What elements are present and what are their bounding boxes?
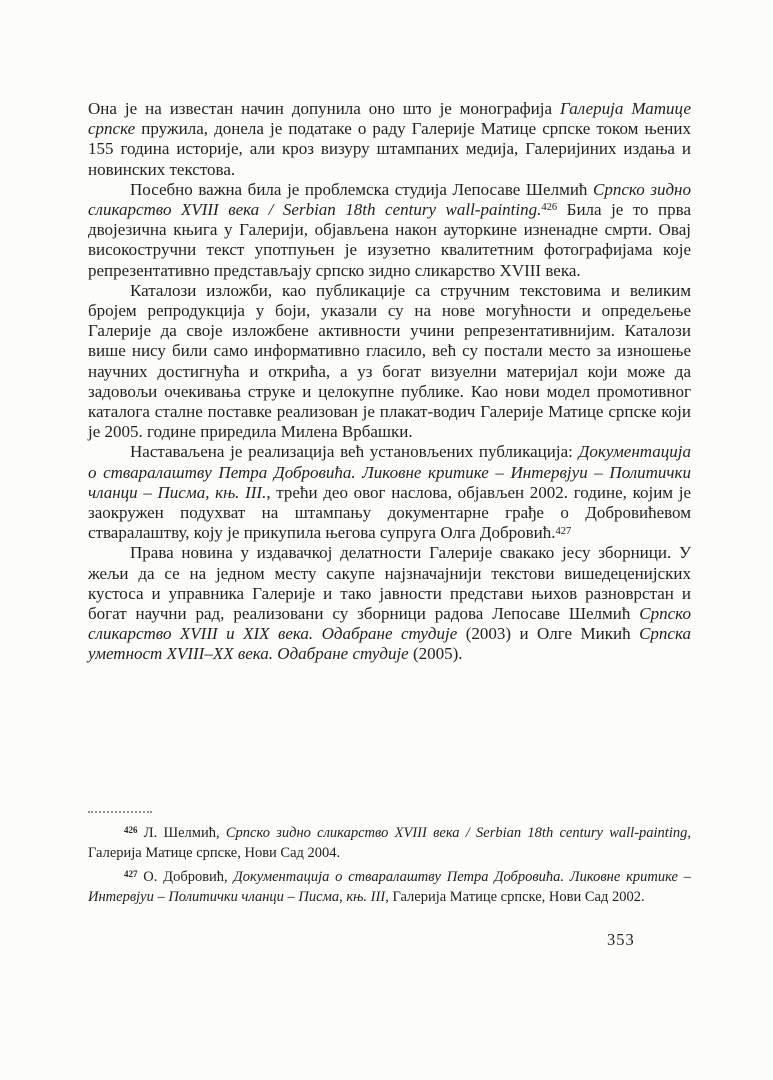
text-run: (2003) и Олге Микић: [457, 624, 640, 644]
text-run: Каталози изложби, као публикације са стручним текстовима и великим бројем репродукција у боји, указали су на нове могућности и опредељење Галерије да своје изложбене активности учини репрезентативнијим. Каталози више нису били само информативно гласило, већ су постали место за изношење научних достигнућа и открића, а уз богат визуелни материјал који може да задовољи очекивања струке и целокупне публике. Као нови модел промотивног каталога сталне поставке реализован је плакат-водич Галерије Матице српске који је 2005. године приредила Милена Врбашки.: [88, 280, 691, 442]
footnote: [88, 823, 691, 863]
italic-title: Документација о стваралаштву Петра Добровића. Ликовне критике – Интервјуи – Политички чланци – Писма, књ. III.: [88, 442, 691, 502]
italic-title: Српска уметност XVIII–XX века. Одабране студије: [88, 624, 691, 664]
footnotes: [88, 823, 691, 907]
text-run: пружила, донела је податаке о раду Галерије Матице српске током њених 155 година историје, али кроз визуру штампаних медија, Галеријиних издања и новинских текстова.: [88, 119, 691, 179]
page-number: 353: [607, 930, 635, 949]
footnote: [88, 867, 691, 907]
text-run: Она је на известан начин допунила оно што је монографија: [88, 99, 561, 118]
footnote-number: 426: [124, 824, 138, 835]
paragraph: [88, 281, 691, 443]
text-run: Л. Шелмић,: [137, 825, 226, 841]
text-run: О. Добровић,: [137, 869, 234, 885]
italic-title: Галерија Матице српске: [88, 99, 691, 139]
paragraph: [88, 442, 691, 543]
italic-title: Српско зидно сликарство XVIII века / Serbian 18th century wall-painting: [225, 825, 688, 841]
footnote-number: 427: [124, 868, 138, 879]
text-run: , Галерија Матице српске, Нови Сад 2004.: [88, 825, 691, 861]
footnote-area: [88, 811, 691, 911]
text-run: , Галерија Матице српске, Нови Сад 2002.: [385, 889, 645, 905]
text-run: Права новина у издавачкој делатности Галерије свакако јесу зборници. У жељи да се на једном месту сакупе најзначајнији текстови вишедеценијских кустоса и управника Галерије и тако јавности представи њихов разноврстан и богат научни рад, реализовани су зборници радова Лепосаве Шелмић: [88, 543, 691, 624]
italic-title: Српско зидно сликарство XVIII века / Serbian 18th century wall-painting.: [88, 179, 691, 220]
italic-title: Документација о стваралаштву Петра Добровића. Ликовне критике – Интервјуи – Политички чланци – Писма, књ. III: [88, 869, 691, 905]
italic-title: Српско сликарство XVIII и XIX века. Одабране студије: [88, 604, 691, 644]
paragraph: [88, 543, 691, 664]
text-run: Била је то прва двојезична књига у Галерији, објављена након ауторкине изненадне смрти. Овај високостручни текст употпуњен је изузетно квалитетним фотографијама које репрезентативно представљају српско зидно сликарство XVIII века.: [88, 200, 691, 280]
footnote-ref: 427: [555, 525, 572, 537]
text-run: , трећи део овог наслова, објављен 2002. године, којим је заокружен подухват на штампању документарне грађе о Добровићевом стваралаштву, коју је прикупила његова супруга Олга Добровић.: [88, 482, 692, 543]
body-text: [88, 99, 691, 665]
footnote-separator: [88, 811, 152, 813]
footnote-ref: 426: [541, 202, 558, 214]
text-run: (2005).: [408, 644, 463, 664]
text-run: Наставаљена је реализација већ установљених публикација:: [130, 442, 579, 462]
paragraph: [88, 180, 691, 281]
text-run: Посебно важна била је проблемска студија Лепосаве Шелмић: [130, 179, 594, 199]
paragraph: [88, 99, 691, 180]
